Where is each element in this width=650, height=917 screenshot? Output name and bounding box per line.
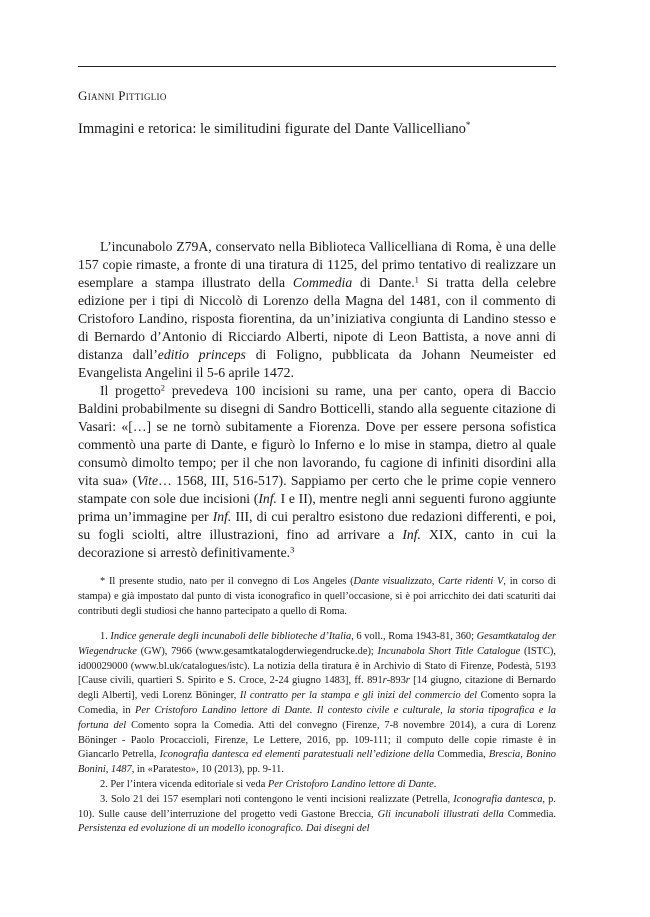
text-run-italic: Il contratto per la stampa e gli inizi del commercio del [239,690,478,702]
text-run: , 6 voll., Roma 1943-81, 360; [351,631,477,642]
paragraph-2 [78,382,556,562]
footnote-ref-2[interactable]: 2 [160,382,166,393]
text-run-italic: Dante visualizzato, Carte ridenti V [353,576,504,587]
text-run-italic: Brescia, Bonino Bonini, 1487 [78,749,556,776]
text-run: (GW), 7966 (www.gesamtkatalogderwiegendrucke.de); [136,645,378,657]
footnote-ref-3[interactable]: 3 [290,544,295,555]
footnotes [78,630,556,837]
text-run-italic: Inf. [212,509,232,524]
text-run-italic: editio princeps [157,347,246,362]
text-run: [14 giugno, citazione di Bernardo degli Alberti], vedi Lorenz Böninger, [78,675,557,702]
text-run: Il progetto [100,383,161,398]
text-run-italic: Indice generale degli incunaboli delle biblioteche d’Italia [110,631,352,642]
paragraph-1 [78,238,556,382]
article-author: Gianni Pittiglio [78,88,167,103]
text-run: (ISTC), id00029000 (www.bl.uk/catalogues/istc). La notizia della tiratura è in Archivio di Stato di Firenze, Podestà, 5193 [Cause civili, quartieri S. Spirito e S. Croce, 2-24 giugno 1483], ff. 891 [78,645,556,687]
text-run-italic: Commedia [292,275,353,290]
text-run-italic: Incunabola Short Title Catalogue [377,645,521,657]
text-run: … 1568, III, 516-517). Sappiamo per certo che le prime copie vennero stampate con sole due incisioni ( [78,473,556,506]
footnote-star [78,574,556,619]
footnote-3 [78,793,556,837]
header-rule [78,66,556,67]
text-run: I e II), mentre negli anni seguenti furono aggiunte prima un’immagine per [78,491,556,524]
text-run-italic: Gesamtkatalog der Wiegendrucke [78,631,556,657]
text-run-italic: Inf. [402,527,421,542]
text-run: Si tratta della celebre edizione per i tipi di Niccolò di Lorenzo della Magna del 1481, con il commento di Cristoforo Landino, risposta fiorentina, da un’iniziativa congiunta di Landino stesso e di Bernardo d’Antonio di Ricciardo Alberti, nipote di Leon Battista, a nove anni di distanza dall’ [78,275,556,362]
footnote-1 [78,630,556,778]
text-run: di Foligno, pubblicata da Johann Neumeister ed Evangelista Angelini il 5-6 aprile 1472. [78,347,556,380]
text-run: -893 [386,675,406,687]
text-run: XIX, canto in cui la decorazione si arrestò definitivamente. [78,527,557,560]
text-run-italic: Per Cristoforo Landino lettore di Dante. Il contesto civile e culturale, la storia tipografica e la fortuna del [78,704,557,731]
text-run: , in corso di stampa) e già impostato dal punto di vista iconografico in quell’occasione, si è poi arricchito dei dati scaturiti dai contributi degli studiosi che hanno partecipato a quello di Roma. [78,576,556,617]
text-run-italic: Per Cristoforo Landino lettore di Dante [267,778,434,790]
text-run-italic: Persistenza ed evoluzione di un modello iconografico. Dai disegni del [78,823,370,835]
text-run: , p. 10). Sulle cause dell’interruzione del progetto vedi Gastone Breccia, [78,793,556,820]
text-run-italic: r [382,675,387,687]
text-run: Comento sopra la Comedia. Atti del convegno (Firenze, 7-8 novembre 2014), a cura di Lorenz Böninger - Paolo Procaccioli, Firenze, Le Lettere, 2016, pp. 109-111; il computo delle copie rimaste è in Giancarlo Petrella, [78,719,557,761]
text-run-italic: Gli incunaboli illustrati della [377,808,504,820]
text-run: 2. Per l’intera vicenda editoriale si veda [100,778,268,790]
footnote-2 [78,778,556,793]
text-run: di Dante. [352,275,415,290]
text-run-italic: Iconografia dantesca ed elementi paratestuali nell’edizione della [159,749,435,761]
footnote-number: 1. [100,631,111,642]
footnote-ref-1[interactable]: 1 [414,274,419,285]
article-title-text: Immagini e retorica: le similitudini figurate del Dante Vallicelliano [78,121,466,137]
text-run: prevedeva 100 incisioni su rame, una per canto, opera di Baccio Baldini probabilmente su disegni di Sandro Botticelli, stando alla seguente citazione di Vasari: «[…] se ne tornò subitamente a Fiorenza. Dove per essere persona sofistica commentò una parte di Dante, e figurò lo Inferno e lo mise in stampa, dietro al quale consumò dimolto tempo; per il che non lavorando, fu cagione di infiniti disordini alla vita sua» ( [78,383,556,488]
text-run: . [433,778,437,790]
text-run-italic: Inf. [258,491,277,506]
text-run: * Il presente studio, nato per il convegno di Los Angeles ( [100,576,354,587]
text-run: Commedia, [434,749,489,761]
text-run-italic: Iconografia dantesca [453,793,543,805]
text-run: III, di cui peraltro esistono due redazioni differenti, e poi, su fogli sciolti, altre illustrazioni, fino ad arrivare a [78,509,557,542]
text-run: , in «Paratesto», 10 (2013), pp. 9-11. [131,764,284,776]
title-footnote-mark: * [465,120,471,131]
text-run-italic: r [405,675,410,687]
text-run-italic: Vite [137,473,159,488]
text-run: 3. Solo 21 dei 157 esemplari noti contengono le venti incisioni realizzate (Petrella, [100,793,454,805]
text-run: L’incunabolo Z79A, conservato nella Biblioteca Vallicelliana di Roma, è una delle 157 copie rimaste, a fronte di una tiratura di 1125, del primo tentativo di realizzare un esemplare a stampa illustrato della [78,239,556,290]
text-run: Comento sopra la Comedia, in [78,690,556,716]
text-run: Commedia. [503,808,556,820]
body-text [78,238,556,562]
article-title [78,121,470,138]
footnote-star-text [78,574,556,619]
